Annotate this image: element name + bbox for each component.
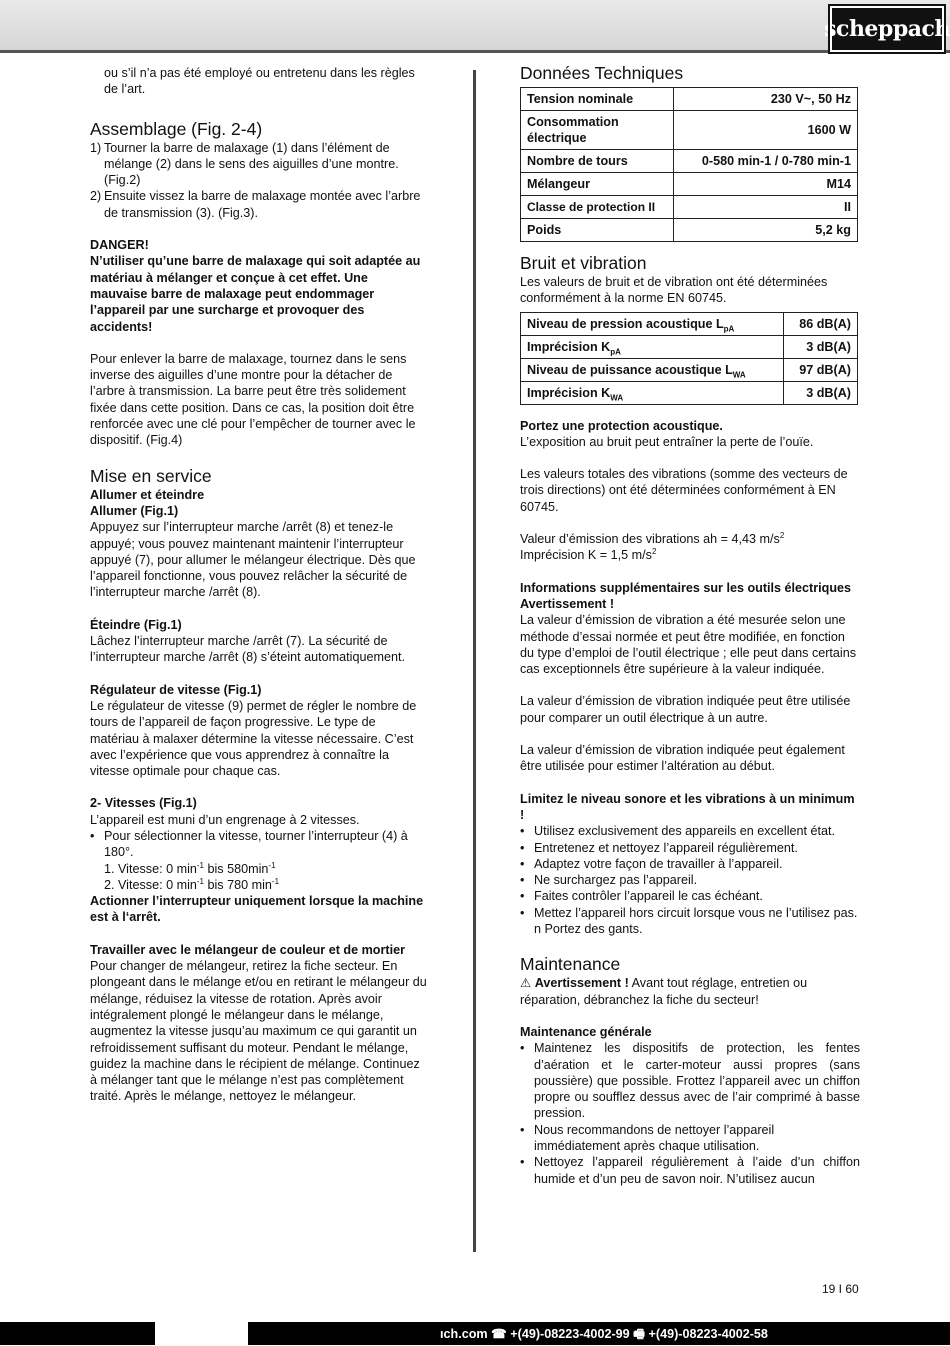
tech-table: [520, 87, 858, 242]
bullet-icon: •: [520, 856, 525, 871]
table-row: Classe de protection II II: [521, 196, 858, 219]
assemblage-heading: Assemblage (Fig. 2-4): [90, 118, 263, 139]
table-row: Nombre de tours 0-580 min-1 / 0-780 min-1: [521, 150, 858, 173]
table-row: Niveau de puissance acoustique $L_{WA}$ 97 dB(A): [521, 358, 858, 381]
list-item: • Nettoyez l’appareil régulièrement à l’aide d’un chiffon humide et d’un peu de savon noir. N’utilisez aucun: [520, 1155, 860, 1186]
bruit-intro: Les valeurs de bruit et de vibration ont été déterminées conformément à la norme EN 60745.: [520, 275, 828, 306]
allumer-text: Appuyez sur l’interrupteur marche /arrêt (8) et tenez-le appuyé; vous pouvez maintenant maintenir l’interrupteur appuyé (7), pour allumer le mélangeur électrique. Dès que l’appareil fonctionne, vous pouvez relâcher la sécurité de l’interrupteur marche /arrêt (8).: [90, 520, 416, 600]
totals-text: Les valeurs totales des vibrations (somme des vecteurs de trois directions) ont été déterminées conformément à EN 60745.: [520, 467, 848, 514]
brand-logo: scheppach: [830, 6, 944, 52]
list-item: • Mettez l’appareil hors circuit lorsque vous ne l’utilisez pas. n Portez des gants.: [520, 905, 858, 937]
bullet-icon: •: [90, 828, 95, 843]
avert-heading: Avertissement !: [520, 596, 615, 611]
assemblage-step: 2) Ensuite vissez la barre de malaxage montée avec l’arbre de transmission (3). (Fig.3).: [90, 189, 421, 220]
bullet-icon: •: [520, 1041, 525, 1056]
table-row: Niveau de pression acoustique $L_{pA}$ 86 dB(A): [521, 312, 858, 335]
protection-text: L’exposition au bruit peut entraîner la perte de l’ouïe.: [520, 434, 814, 449]
list-item: • Pour sélectionner la vitesse, tourner l’interrupteur (4) à 180°.: [90, 828, 408, 860]
bullet-icon: •: [520, 873, 525, 888]
column-divider: [473, 70, 476, 1252]
noise-table: [520, 312, 858, 405]
bullet-icon: •: [520, 905, 525, 920]
regulateur-text: Le régulateur de vitesse (9) permet de régler le nombre de tours de l’appareil de façon progressive. Le type de matériau à malaxer détermine la vitesse nécessaire. C’est avec l’expérience que vous apprendrez à connaître la vitesse optimale pour chaque cas.: [90, 698, 417, 779]
right-column: [520, 62, 860, 1187]
vibration-text: La valeur d’émission de vibration indiquée peut également être utilisée pour estimer l’altération au début.: [520, 743, 845, 774]
travailler-heading: Travailler avec le mélangeur de couleur et de mortier: [90, 942, 405, 957]
travailler-text: Pour changer de mélangeur, retirez la fiche secteur. En plongeant dans le mélange et/ou en retirant le mélangeur du mélange, réduisez la vitesse de rotation. Après avoir intégralement plongé le mélangeur dans le mélange, augmentez la vitesse jusqu’au maximum ce qui garantit un refroidissement suffisant du moteur. Pendant le mélange, guidez la machine dans le récipient de mélange. Continuez à mélanger tant que le mélange n’est pas complètement traité. Après le mélange, nettoyez le mélangeur.: [90, 959, 427, 1104]
bullet-icon: •: [520, 824, 525, 839]
maintenance-heading: Maintenance: [520, 954, 621, 975]
footer-contact: ıch.com ☎ +(49)-08223-4002-99 🖷 +(49)-08223-4002-58: [440, 1327, 768, 1341]
remove-text: Pour enlever la barre de malaxage, tournez dans le sens inverse des aiguilles d’une montre pour la détacher de l’arbre à transmission. La barre peut être très solidement fixée dans cette position. Dans ce cas, la position doit être renforcée avec une clé pour l’empêcher de tourner avec le dispositif. (Fig.4): [90, 351, 416, 448]
eteindre-heading: Éteindre (Fig.1): [90, 617, 182, 632]
eteindre-text: Lâchez l’interrupteur marche /arrêt (7). La sécurité de l’interrupteur marche /arrêt (8) s’éteint automatiquement.: [90, 634, 405, 665]
emission-value: Valeur d’émission des vibrations ah = 4,43 $m/s^2$: [520, 530, 785, 547]
vibration-text: La valeur d’émission de vibration indiquée peut être utilisée pour comparer un outil électrique à un autre.: [520, 694, 851, 725]
imprecision-value: Imprécision K = 1,5 $m/s^2$: [520, 547, 657, 563]
list-item: • Utilisez exclusivement des appareils en excellent état.: [520, 824, 836, 839]
danger-title: DANGER!: [90, 238, 149, 253]
vitesses-text: L’appareil est muni d’un engrenage à 2 vitesses.: [90, 812, 360, 827]
info-heading: Informations supplémentaires sur les outils électriques: [520, 580, 852, 595]
intro-text: ou s’il n’a pas été employé ou entretenu dans les règles de l’art.: [104, 66, 415, 97]
vitesses-warning: Actionner l’interrupteur uniquement lorsque la machine est à l‘arrêt.: [90, 894, 424, 925]
subheading: Allumer et éteindre: [90, 487, 205, 502]
maintenance-warning: ⚠ Avertissement ! Avant tout réglage, entretien ou réparation, débranchez la fiche du secteur!: [520, 976, 808, 1007]
table-row: Consommation électrique 1600 W: [521, 111, 858, 150]
assemblage-step: 1) Tourner la barre de malaxage (1) dans l’élément de mélange (2) dans le sens des aiguilles d’une montre. (Fig.2): [90, 140, 399, 188]
subheading: Allumer (Fig.1): [90, 503, 179, 518]
danger-text: N’utiliser qu’une barre de malaxage qui soit adaptée au matériau à mélanger et conçue à cet effet. Une mauvaise barre de malaxage peut endommager l’appareil par une surcharge et provoquer des accidents!: [90, 254, 421, 334]
mise-heading: Mise en service: [90, 465, 212, 486]
list-item: • Entretenez et nettoyez l’appareil régulièrement.: [520, 840, 798, 855]
table-row: Tension nominale 230 V~, 50 Hz: [521, 88, 858, 111]
list-item: • Nous recommandons de nettoyer l’appareil immédiatement après chaque utilisation.: [520, 1122, 775, 1153]
header-bar: [0, 0, 950, 53]
bullet-icon: •: [520, 1122, 525, 1137]
tech-heading: Données Techniques: [520, 63, 684, 83]
bullet-icon: •: [520, 1155, 525, 1170]
regulateur-heading: Régulateur de vitesse (Fig.1): [90, 682, 262, 697]
protection-title: Portez une protection acoustique.: [520, 418, 723, 433]
list-item: • Faites contrôler l’appareil le cas échéant.: [520, 889, 763, 904]
vitesses-heading: 2- Vitesses (Fig.1): [90, 796, 197, 811]
table-row: Imprécision $K_{WA}$ 3 dB(A): [521, 381, 858, 404]
footer-gap: [155, 1322, 248, 1345]
left-column: [90, 65, 428, 1105]
speed-line: 1. Vitesse: 0 $\min^{-1}$ bis $580\min^{-1}$: [104, 860, 276, 876]
footer-bar: [0, 1322, 950, 1345]
table-row: Imprécision $K_{pA}$ 3 dB(A): [521, 335, 858, 358]
list-item: • Adaptez votre façon de travailler à l’appareil.: [520, 856, 783, 871]
table-row: Mélangeur M14: [521, 173, 858, 196]
list-item: • Ne surchargez pas l’appareil.: [520, 873, 698, 888]
bruit-heading: Bruit et vibration: [520, 253, 647, 273]
table-row: Poids 5,2 kg: [521, 219, 858, 242]
list-item: • Maintenez les dispositifs de protection, les fentes d’aération et le carter-moteur aussi propres (sans poussière) que possible. Frottez l’appareil avec un chiffon propre ou soufflez dessus avec de l’air comprimé à basse pression.: [520, 1041, 860, 1121]
avert-text: La valeur d’émission de vibration a été mesurée selon une méthode d’essai normée et peut être modifiée, en fonction du type d’emploi de l’outil électrique ; elle peut dans certains cas exceptionnels être supérieure à la valeur indiquée.: [520, 613, 857, 677]
warning-icon: ⚠: [520, 976, 535, 991]
limit-heading: Limitez le niveau sonore et les vibrations à un minimum !: [520, 791, 855, 822]
page-number: 19 I 60: [822, 1282, 859, 1296]
bullet-icon: •: [520, 889, 525, 904]
bullet-icon: •: [520, 840, 525, 855]
speed-line: 2. Vitesse: 0 $\min^{-1}$ bis 780 $\min^{-1}$: [104, 876, 280, 892]
general-heading: Maintenance générale: [520, 1024, 652, 1039]
